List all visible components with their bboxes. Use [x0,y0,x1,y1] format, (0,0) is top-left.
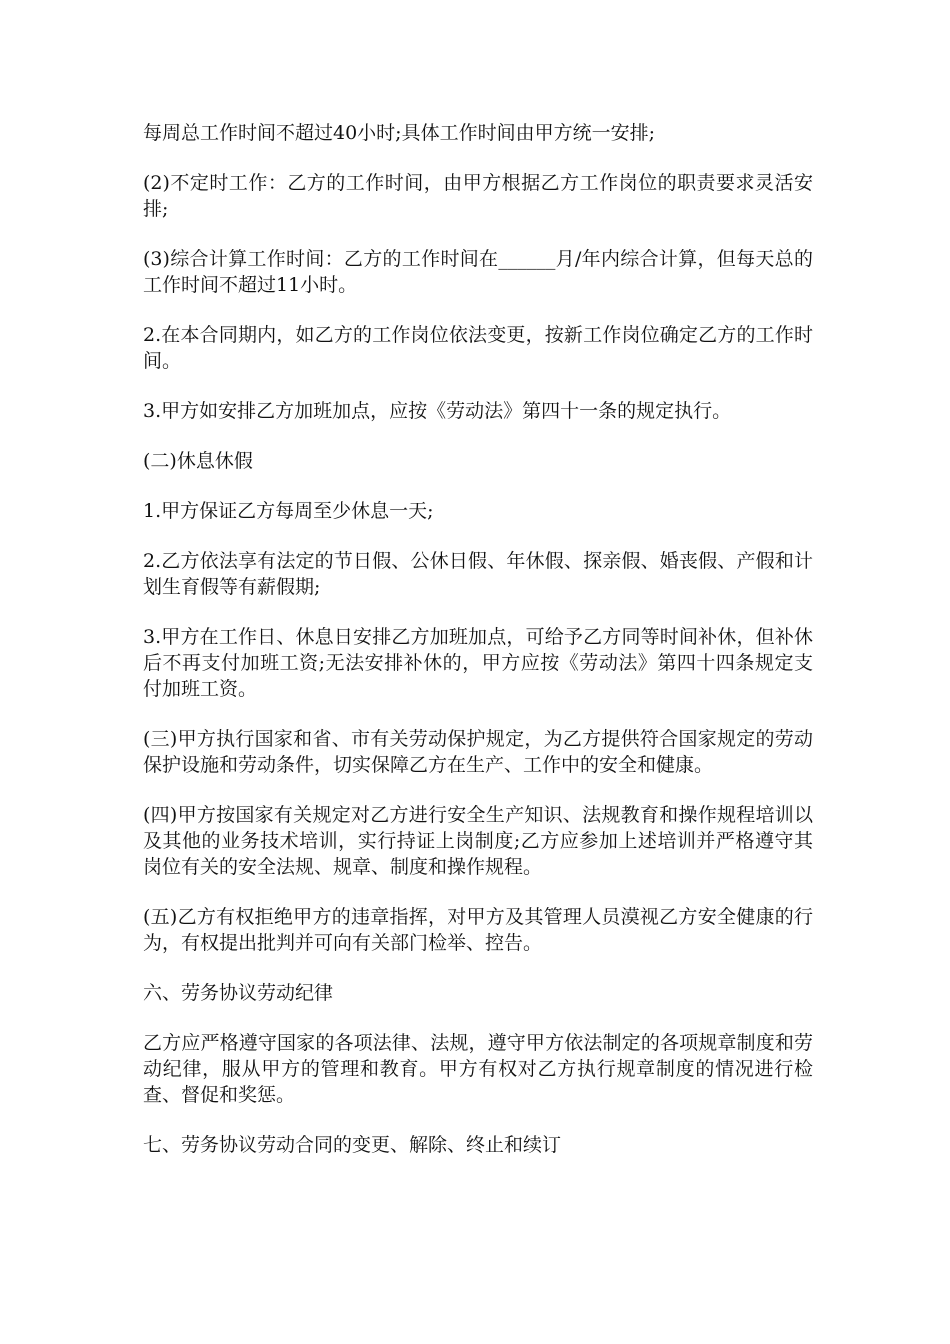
paragraph-labor-protection: (三)甲方执行国家和省、市有关劳动保护规定，为乙方提供符合国家规定的劳动保护设施和劳动条件，切实保障乙方在生产、工作中的安全和健康。 [143,728,813,776]
paragraph-flexible-hours: (2)不定时工作：乙方的工作时间，由甲方根据乙方工作岗位的职责要求灵活安排; [143,172,813,220]
paragraph-position-change: 2.在本合同期内，如乙方的工作岗位依法变更，按新工作岗位确定乙方的工作时间。 [143,324,813,372]
section-heading-labor-discipline: 六、劳务协议劳动纪律 [143,982,334,1004]
paragraph-paid-leave: 2.乙方依法享有法定的节日假、公休日假、年休假、探亲假、婚丧假、产假和计划生育假等有薪假期; [143,550,813,598]
paragraph-weekly-hours: 每周总工作时间不超过40小时;具体工作时间由甲方统一安排; [143,122,655,144]
document-body [143,120,813,1182]
paragraph-overtime: 3.甲方如安排乙方加班加点，应按《劳动法》第四十一条的规定执行。 [143,400,732,422]
section-heading-contract-changes: 七、劳务协议劳动合同的变更、解除、终止和续订 [143,1134,562,1156]
paragraph-safety-training: (四)甲方按国家有关规定对乙方进行安全生产知识、法规教育和操作规程培训以及其他的业务技术培训，实行持证上岗制度;乙方应参加上述培训并严格遵守其岗位有关的安全法规、规章、制度和操作规程。 [143,804,813,878]
paragraph-discipline: 乙方应严格遵守国家的各项法律、法规，遵守甲方依法制定的各项规章制度和劳动纪律，服从甲方的管理和教育。甲方有权对乙方执行规章制度的情况进行检查、督促和奖惩。 [143,1032,813,1106]
section-heading-rest-leave: (二)休息休假 [143,450,253,472]
paragraph-weekly-rest: 1.甲方保证乙方每周至少休息一天; [143,500,434,522]
paragraph-refuse-violations: (五)乙方有权拒绝甲方的违章指挥，对甲方及其管理人员漠视乙方安全健康的行为，有权提出批判并可向有关部门检举、控告。 [143,906,813,954]
paragraph-comprehensive-hours: (3)综合计算工作时间：乙方的工作时间在______月/年内综合计算，但每天总的工作时间不超过11小时。 [143,248,813,296]
paragraph-compensatory-rest: 3.甲方在工作日、休息日安排乙方加班加点，可给予乙方同等时间补休，但补休后不再支付加班工资;无法安排补休的，甲方应按《劳动法》第四十四条规定支付加班工资。 [143,626,813,700]
